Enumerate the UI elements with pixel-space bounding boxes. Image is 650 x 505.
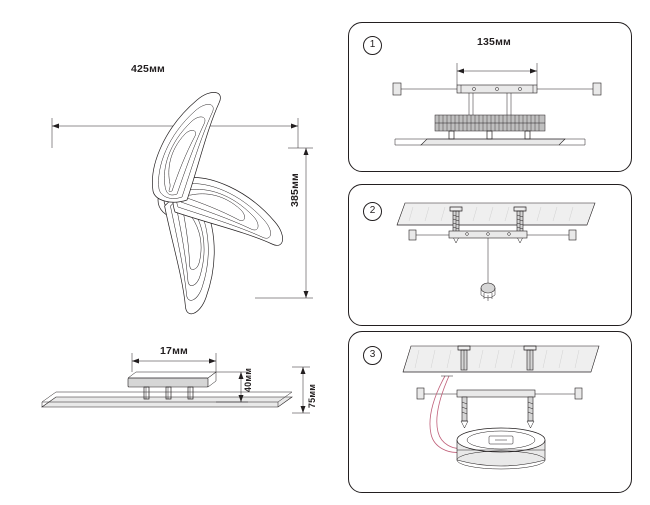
top-view-panel (30, 60, 320, 310)
side-view-base-width-label: 17мм (159, 345, 189, 357)
side-view-total-height-label: 75мм (307, 383, 317, 409)
wire-connector (481, 283, 495, 301)
step-2-number: 2 (363, 202, 382, 221)
step-3-number: 3 (363, 346, 382, 365)
top-view-height-label: 385мм (289, 172, 301, 208)
lamp-base-housing (457, 428, 545, 469)
side-view-inner-height-label: 40мм (243, 367, 253, 393)
top-view-drawing (30, 60, 320, 310)
step-3-drawing (349, 332, 631, 492)
step-1-dimension-label: 135мм (476, 36, 512, 48)
fixing-screw-left (461, 397, 468, 428)
top-view-width-label: 425мм (130, 63, 166, 75)
step-1-number: 1 (363, 36, 382, 55)
step-2-card (348, 184, 632, 326)
side-view-panel (20, 345, 320, 435)
fixing-screw-right (527, 397, 534, 428)
step-3-card (348, 331, 632, 493)
side-view-drawing (20, 345, 320, 435)
step-2-drawing (349, 185, 631, 325)
